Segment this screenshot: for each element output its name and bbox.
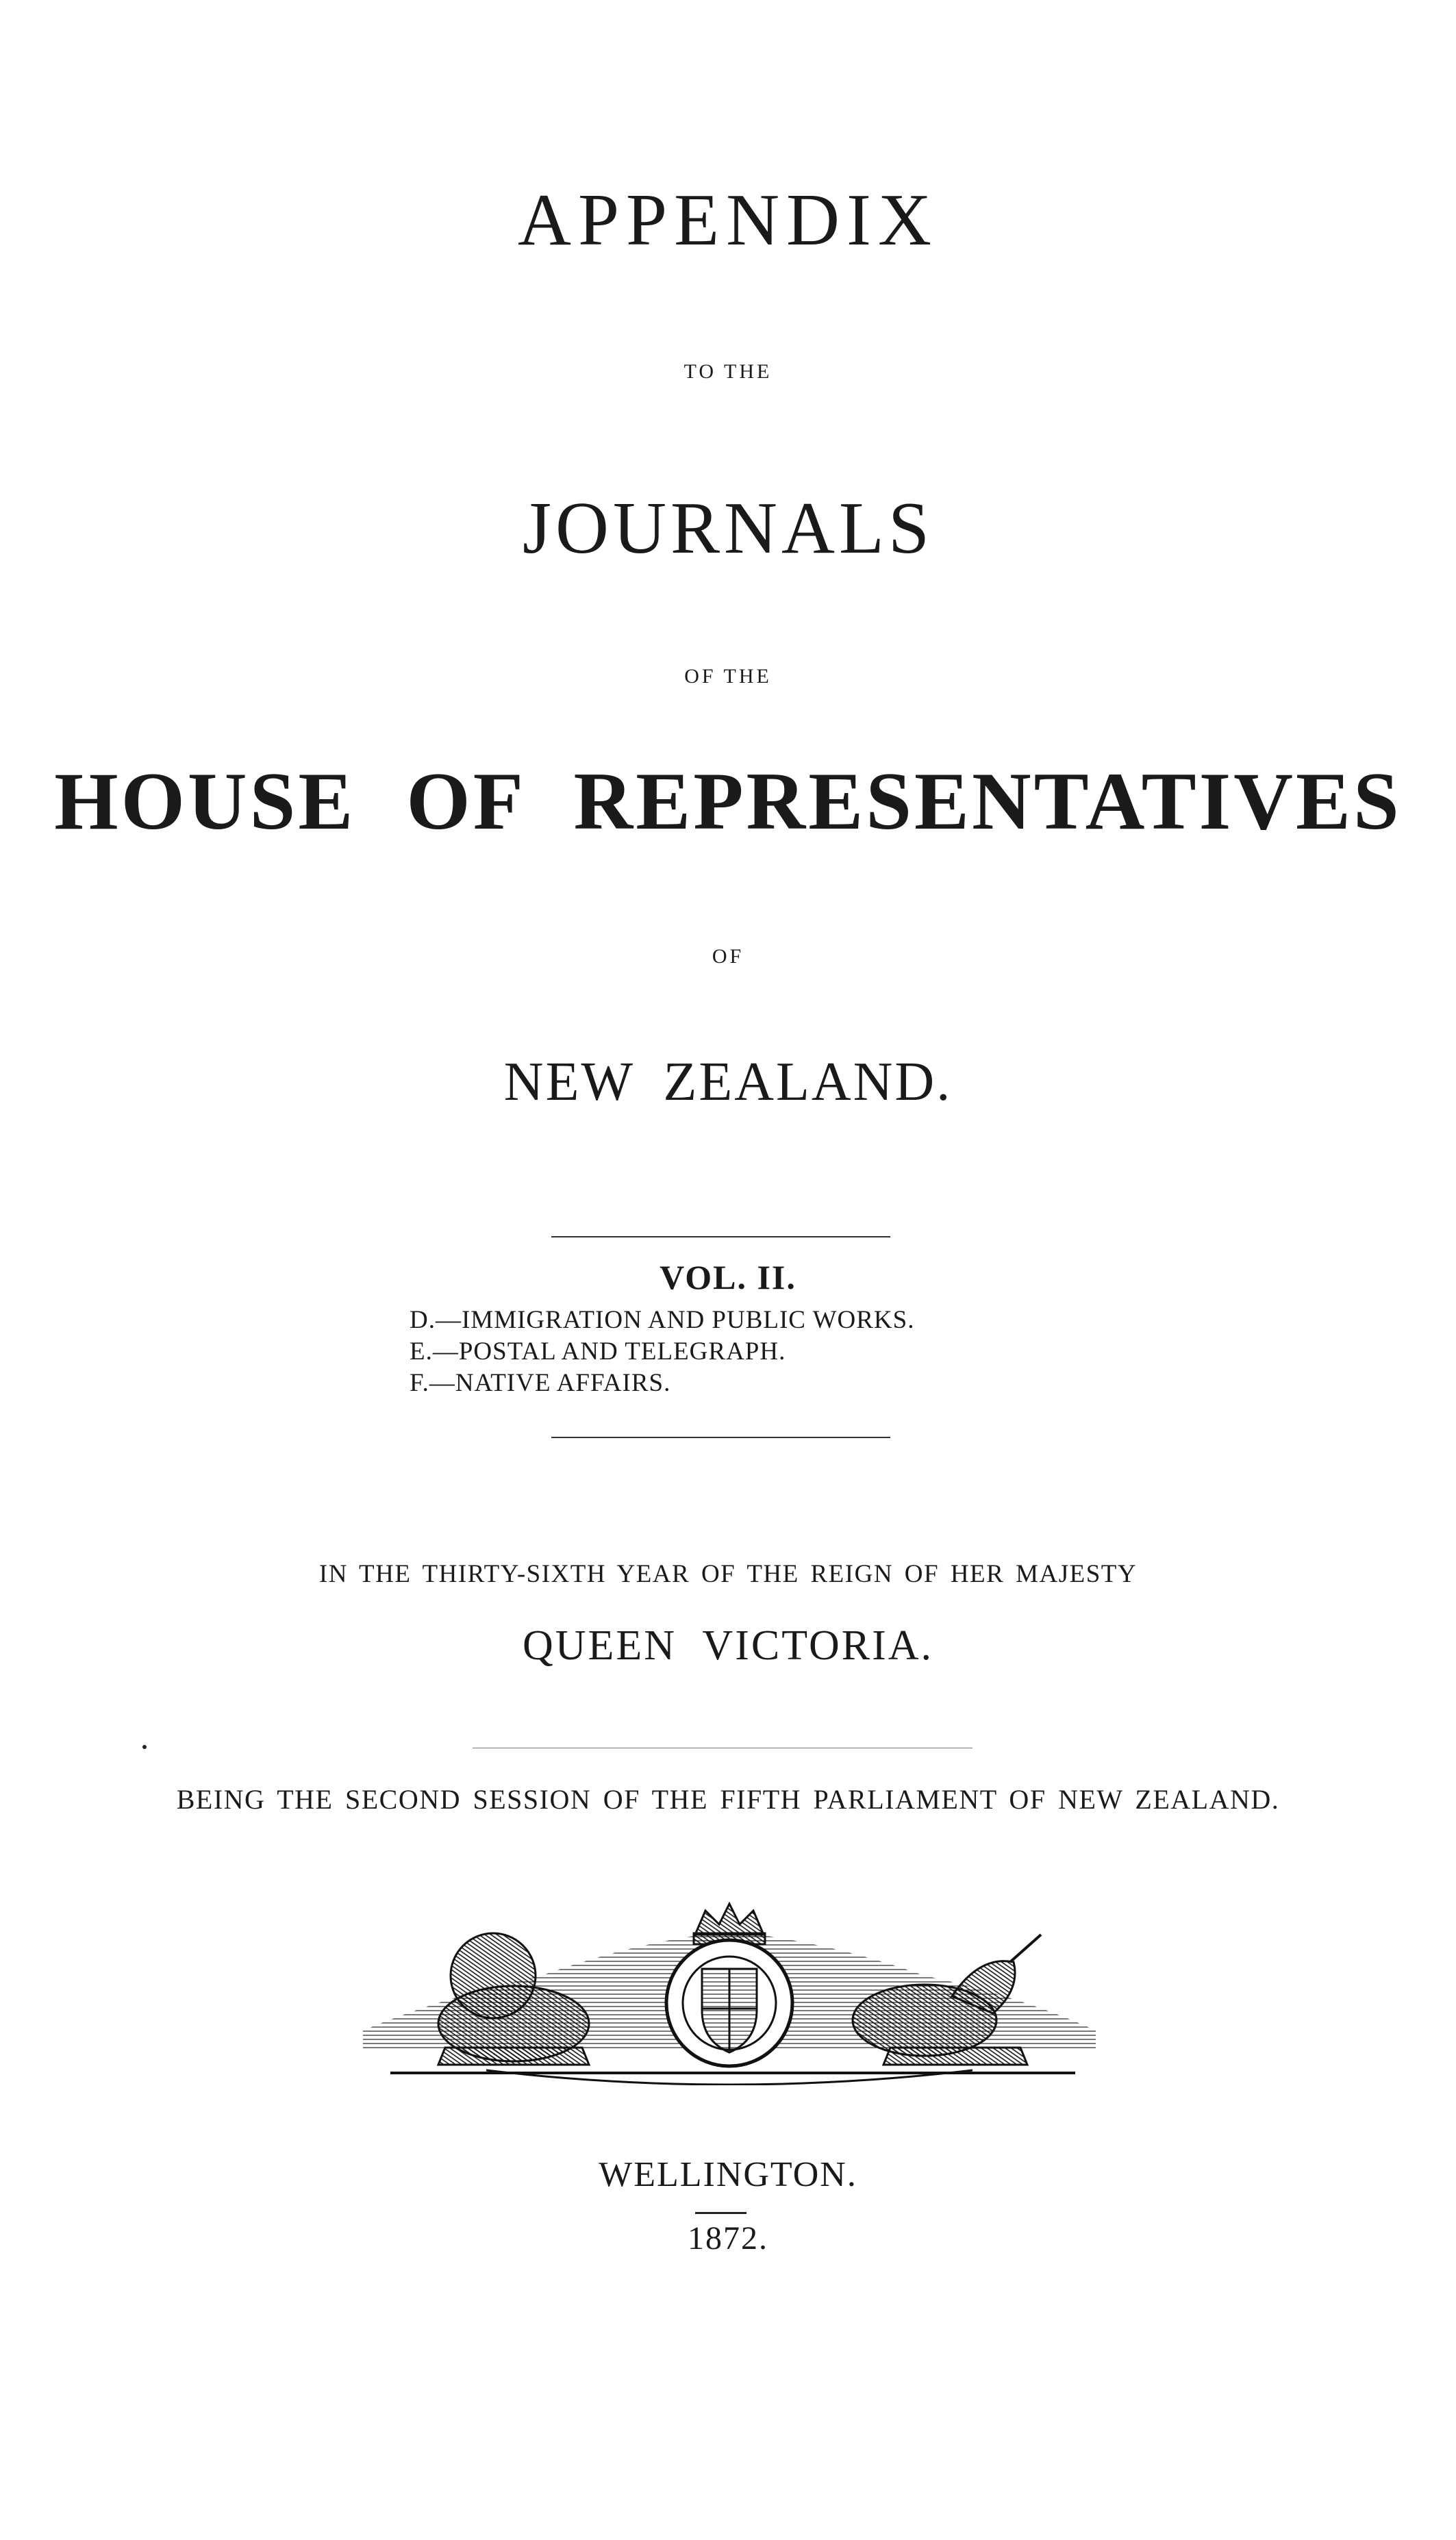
title-of: OF — [712, 945, 744, 968]
sovereign-name: QUEEN VICTORIA. — [522, 1622, 934, 1669]
title-journals: JOURNALS — [522, 488, 934, 569]
title-new-zealand: NEW ZEALAND. — [503, 1052, 953, 1112]
imprint-rule — [695, 2212, 746, 2214]
reign-line: IN THE THIRTY-SIXTH YEAR OF THE REIGN OF HER MAJESTY — [318, 1560, 1138, 1588]
imprint-place: WELLINGTON. — [599, 2155, 857, 2194]
contents-item-e: E.—POSTAL AND TELEGRAPH. — [410, 1337, 786, 1366]
title-to-the: TO THE — [683, 360, 773, 383]
royal-coat-of-arms-icon — [363, 1894, 1096, 2085]
contents-item-f: F.—NATIVE AFFAIRS. — [410, 1369, 671, 1397]
crown — [694, 1904, 765, 1944]
title-appendix: APPENDIX — [517, 179, 939, 261]
divider-top — [551, 1236, 890, 1237]
divider-bottom — [551, 1437, 890, 1438]
lion-supporter — [438, 1933, 589, 2065]
title-of-the: OF THE — [684, 665, 772, 688]
session-line: BEING THE SECOND SESSION OF THE FIFTH PARLIAMENT OF NEW ZEALAND. — [176, 1784, 1280, 1815]
ink-speck — [142, 1745, 147, 1749]
contents-item-d: D.—IMMIGRATION AND PUBLIC WORKS. — [410, 1306, 915, 1334]
volume-label: VOL. II. — [660, 1258, 796, 1296]
volume-contents — [410, 1305, 914, 1399]
title-house-of-representatives: HOUSE OF REPRESENTATIVES — [54, 755, 1402, 846]
imprint-year: 1872. — [688, 2220, 768, 2256]
